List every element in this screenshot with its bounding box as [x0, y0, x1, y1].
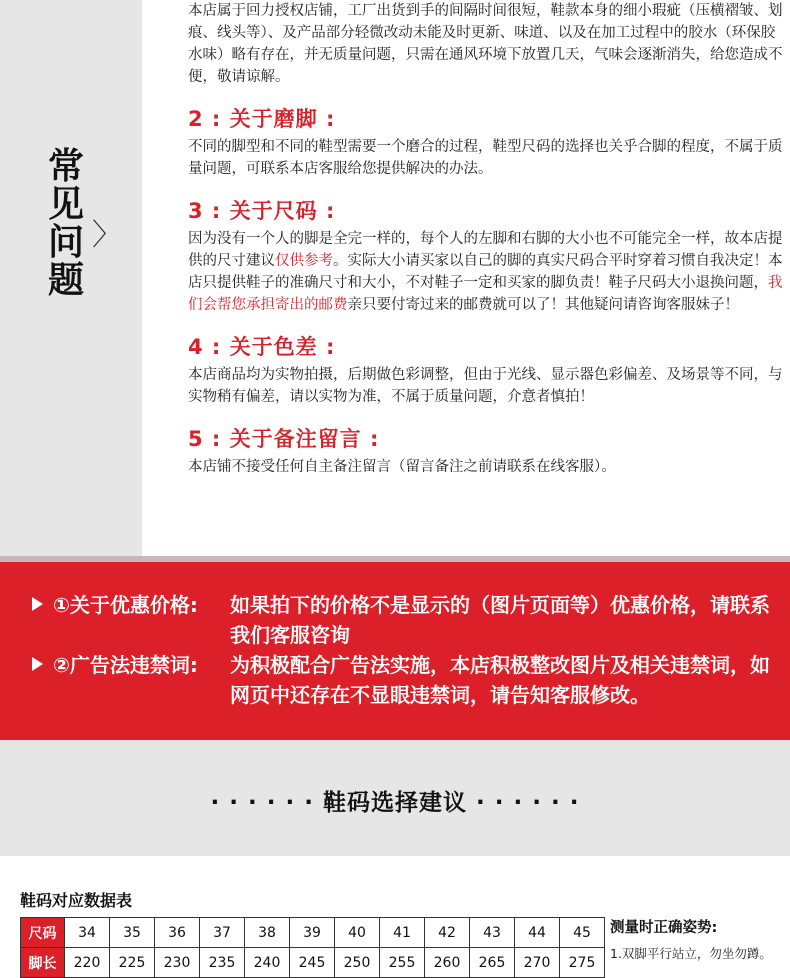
faq-side-char: 问 [47, 222, 84, 263]
notice-item-price [32, 590, 770, 647]
faq-side-char: 题 [47, 260, 84, 301]
table-cell: 245 [290, 948, 335, 978]
chevron-right-icon: 〉 [92, 218, 122, 253]
faq-sidebar [0, 0, 142, 556]
table-cell: 41 [380, 918, 425, 948]
faq-size-text-a: 因为没有一个人的脚是全完一样的，每个人的左脚和右脚的大小也不可能完全一样，故本店提供的尺寸建议 [188, 231, 783, 269]
table-cell: 35 [110, 918, 155, 948]
table-cell: 39 [290, 918, 335, 948]
size-suggestion-title: · · · · · · 鞋码选择建议 · · · · · · [210, 790, 580, 816]
notice-text-ad-law: 为积极配合广告法实施，本店积极整改图片及相关违禁词，如网页中还存在不显眼违禁词，请告知客服修改。 [230, 653, 770, 707]
size-row-label: 尺码 [21, 918, 65, 948]
table-row [21, 918, 605, 948]
table-cell: 40 [335, 918, 380, 948]
faq-body-rubbing: 不同的脚型和不同的鞋型需要一个磨合的过程，鞋型尺码的选择也关乎合脚的程度，不属于质量问题，可联系本店客服给您提供解决的办法。 [188, 139, 783, 177]
table-cell: 45 [560, 918, 605, 948]
triangle-right-icon [32, 657, 43, 671]
faq-side-char: 常 [47, 146, 84, 187]
notice-banner [0, 562, 790, 740]
faq-heading-size: 3 : 关于尺码 : [188, 199, 336, 223]
faq-intro: 本店属于回力授权店铺，工厂出货到手的间隔时间很短，鞋款本身的细小瑕疵（压横褶皱、划痕、线头等）、及产品部分轻微改动未能及时更新、味道、以及在加工过程中的胶水（环保胶水味）略有存在，并无质量问题，只需在通风环境下放置几天，气味会逐渐消失，给您造成不便，敬请谅解。 [188, 3, 783, 85]
faq-body-color: 本店商品均为实物拍摄，后期做色彩调整，但由于光线、显示器色彩偏差、及场景等不同，与实物稍有偏差，请以实物为准，不属于质量问题，介意者慎拍！ [188, 367, 783, 405]
faq-body-remarks: 本店铺不接受任何自主备注留言（留言备注之前请联系在线客服）。 [188, 459, 616, 475]
table-cell: 44 [515, 918, 560, 948]
table-cell: 255 [380, 948, 425, 978]
faq-side-char: 见 [47, 184, 84, 225]
table-cell: 260 [425, 948, 470, 978]
notice-label-ad-law: ②广告法违禁词: [53, 653, 198, 677]
faq-size-highlight-reference: 仅供参考 [275, 253, 333, 269]
size-suggestion-header [0, 740, 790, 856]
table-cell: 270 [515, 948, 560, 978]
table-cell: 265 [470, 948, 515, 978]
faq-heading-remarks: 5 : 关于备注留言 : [188, 427, 380, 451]
table-row [21, 948, 605, 978]
table-cell: 275 [560, 948, 605, 978]
notice-item-ad-law [32, 650, 770, 707]
faq-content [188, 0, 784, 478]
faq-size-text-b: 。实际大小请买家以自己的脚的真实尺码合平时穿着习惯自我决定！本店只提供鞋子的准确尺寸和大小，不对鞋子一定和买家的脚负责！鞋子尺码大小退换问题， [188, 253, 783, 291]
notice-text-price: 如果拍下的价格不是显示的（图片页面等）优惠价格，请联系我们客服咨询 [230, 593, 770, 647]
table-cell: 36 [155, 918, 200, 948]
size-table-section [0, 856, 790, 972]
table-cell: 38 [245, 918, 290, 948]
faq-heading-color: 4 : 关于色差 : [188, 335, 336, 359]
faq-size-text-c: 亲只要付寄过来的邮费就可以了！其他疑问请咨询客服妹子！ [347, 297, 739, 313]
faq-side-title [46, 148, 86, 300]
table-cell: 225 [110, 948, 155, 978]
size-table-title: 鞋码对应数据表 [20, 891, 133, 910]
table-cell: 37 [200, 918, 245, 948]
faq-heading-rubbing: 2 : 关于磨脚 : [188, 107, 336, 131]
table-cell: 43 [470, 918, 515, 948]
measure-posture-step: 1.双脚平行站立，勿坐勿蹲。 [610, 946, 772, 961]
notice-label-price: ①关于优惠价格: [53, 593, 198, 617]
table-cell: 240 [245, 948, 290, 978]
table-cell: 235 [200, 948, 245, 978]
table-cell: 250 [335, 948, 380, 978]
size-table [20, 917, 605, 978]
measure-posture-title: 测量时正确姿势: [610, 920, 718, 936]
table-cell: 42 [425, 918, 470, 948]
faq-size-highlight-postage: 我们会帮您承担寄出的邮费 [188, 275, 783, 313]
triangle-right-icon [32, 597, 43, 611]
faq-body-size [188, 228, 784, 316]
table-cell: 230 [155, 948, 200, 978]
table-cell: 220 [65, 948, 110, 978]
table-cell: 34 [65, 918, 110, 948]
foot-length-row-label: 脚长 [21, 948, 65, 978]
